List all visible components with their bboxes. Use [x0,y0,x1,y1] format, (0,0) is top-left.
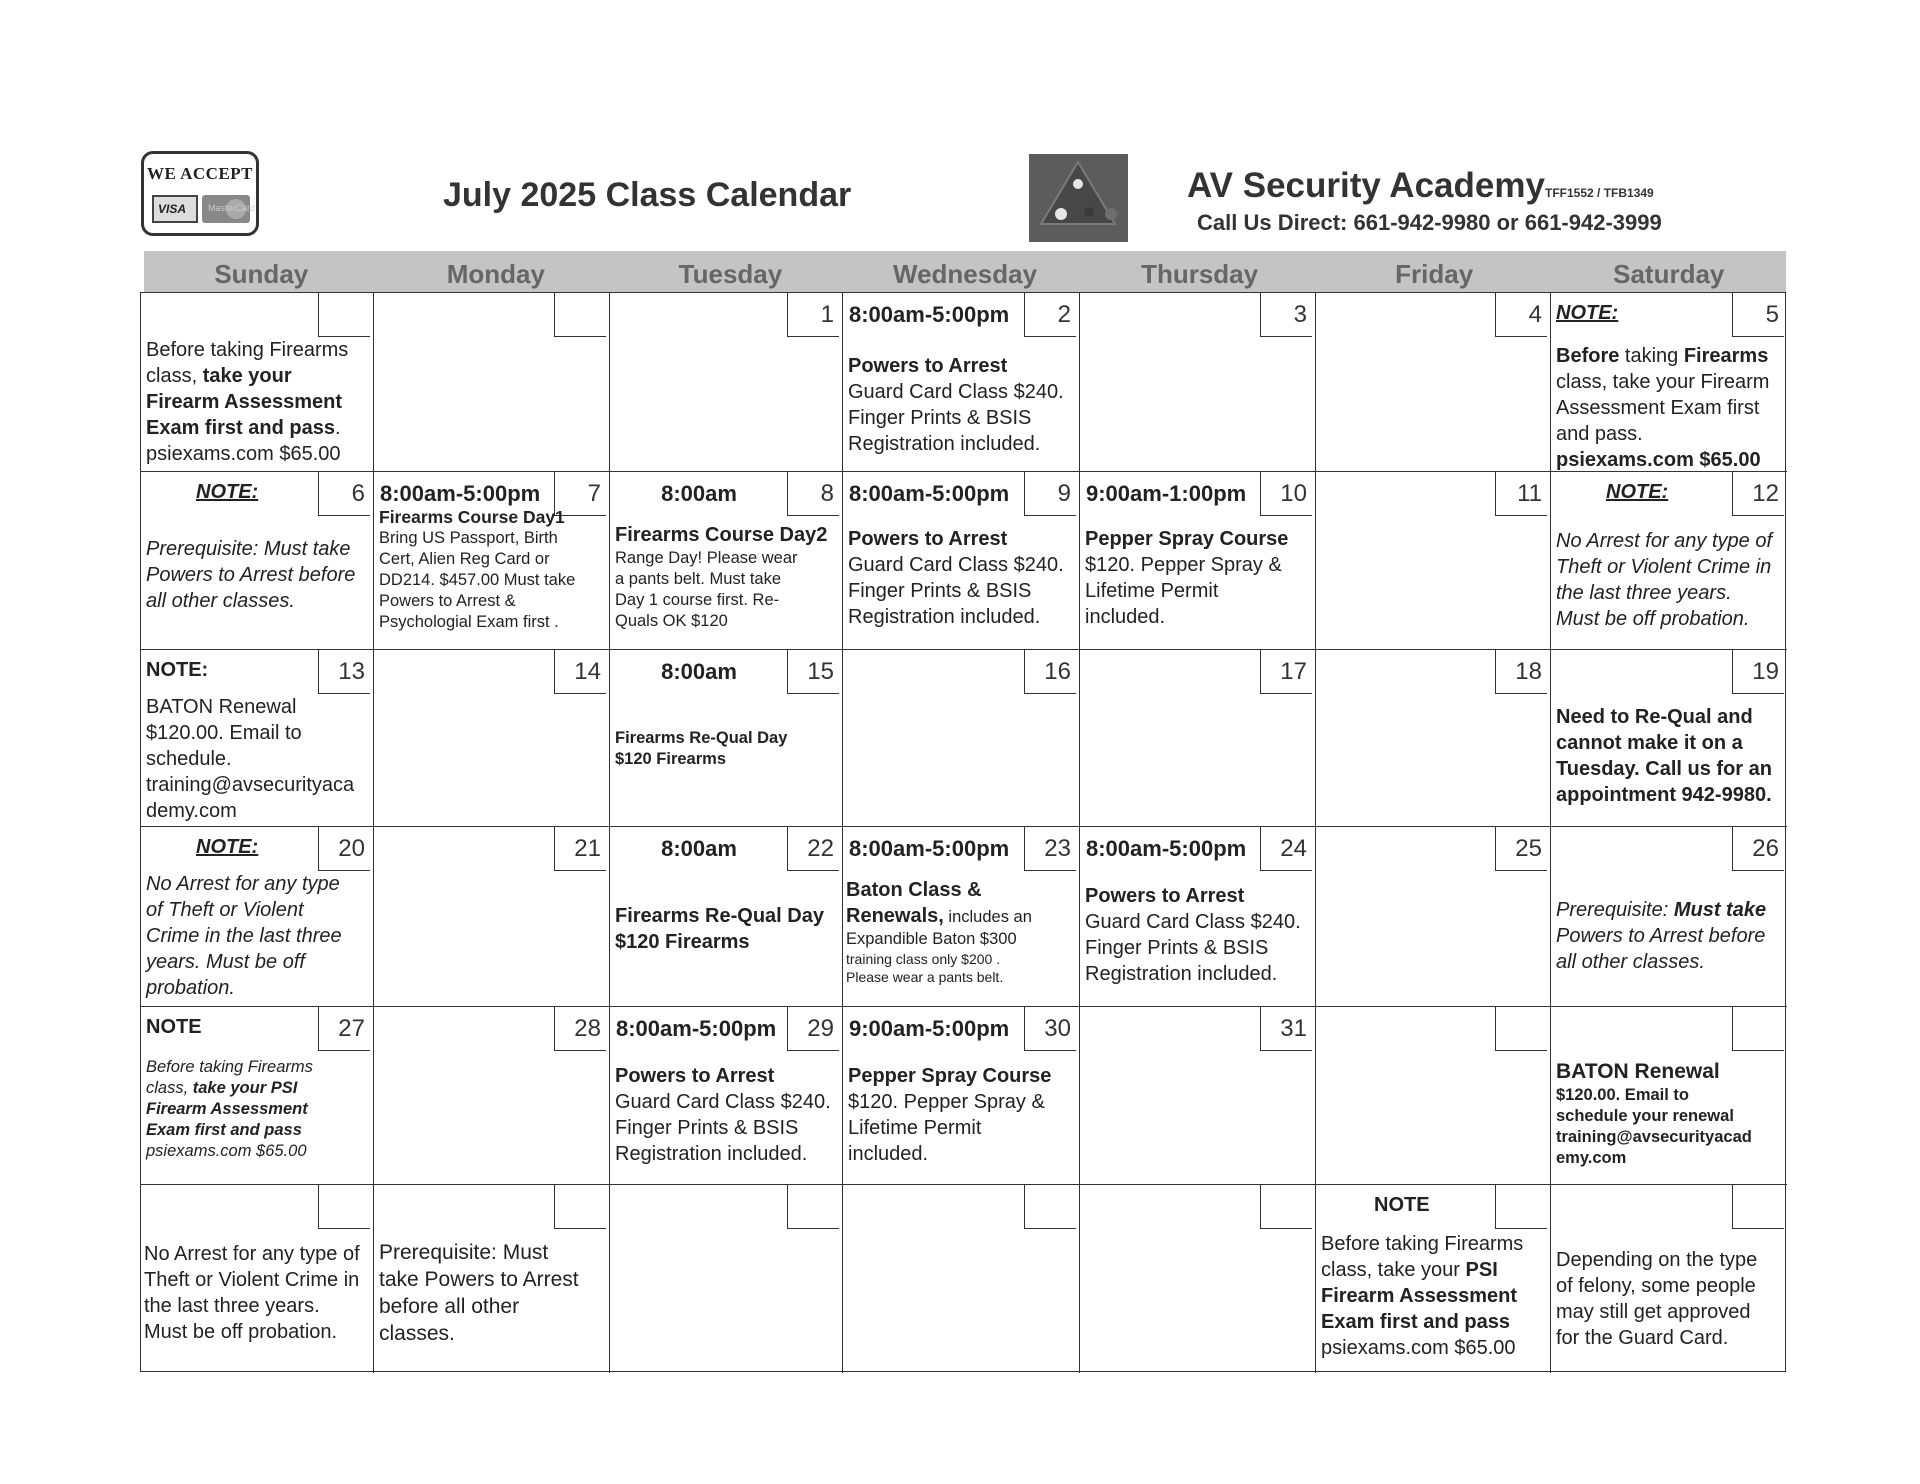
class-time: 8:00am [661,836,737,861]
day-number: 20 [318,827,370,871]
day-number: 28 [554,1007,606,1051]
cell-note: Need to Re-Qual and cannot make it on a Tuesday. Call us for an appointment 942-9980. [1556,706,1772,806]
calendar-cell [1316,1007,1551,1185]
calendar-cell [843,650,1080,827]
class-description: Powers to Arrest Guard Card Class $240. Finger Prints & BSIS Registration included. [615,1065,831,1165]
cell-note: Before taking Firearms class, take your Firearm Assessment Exam first and pass. psiexams.com $65.00 [146,339,349,465]
calendar-cell [1316,472,1551,650]
class-description: Firearms Re-Qual Day $120 Firearms [615,729,788,768]
calendar-cell [843,472,1080,650]
note-heading: NOTE: [196,836,259,858]
day-number: 19 [1732,650,1784,694]
day-number: 12 [1732,472,1784,516]
class-description: Baton Class & Renewals, includes an Expandible Baton $300 training class only $200 . Please wear a pants belt. [846,879,1032,985]
calendar-cell [1080,1007,1316,1185]
calendar-cell [141,472,374,650]
class-description: Pepper Spray Course $120. Pepper Spray & Lifetime Permit included. [848,1065,1052,1165]
day-number: 5 [1732,293,1784,337]
class-time: 8:00am [661,481,737,506]
class-time: 8:00am-5:00pm [849,836,1010,861]
calendar-cell [610,293,843,472]
day-number: 31 [1260,1007,1312,1051]
day-number [1732,1185,1784,1229]
weekday-header [144,251,1786,293]
note-heading: NOTE: [146,659,209,681]
calendar-grid [140,292,1786,1372]
day-number [318,1185,370,1229]
calendar-cell [1551,293,1787,472]
day-number: 2 [1024,293,1076,337]
class-time: 8:00am-5:00pm [849,481,1010,506]
cell-note: No Arrest for any type of Theft or Violent Crime in the last three years. Must be off probation. [1556,530,1773,630]
class-time: 8:00am-5:00pm [380,481,541,506]
mastercard-label: MasterCard [208,203,256,213]
class-description: Firearms Course Day1 Bring US Passport, Birth Cert, Alien Reg Card or DD214. $457.00 Must take Powers to Arrest & Psychologial Exam first . [379,507,576,631]
day-number: 10 [1260,472,1312,516]
note-heading: NOTE: [1606,481,1669,503]
day-number: 26 [1732,827,1784,871]
class-time: 9:00am-5:00pm [849,1016,1010,1041]
phone-numbers: Call Us Direct: 661-942-9980 or 661-942-3999 [1197,210,1662,235]
visa-card-icon [152,195,198,223]
cell-note: Before taking Firearms class, take your PSI Firearm Assessment Exam first and pass psiexams.com $65.00 [146,1058,313,1160]
calendar-cell [1080,827,1316,1007]
day-number [1495,1007,1547,1051]
calendar-cell [610,1185,843,1373]
note-heading: NOTE: [1556,302,1619,324]
class-description: Pepper Spray Course $120. Pepper Spray & Lifetime Permit included. [1085,528,1289,628]
cell-note: Prerequisite: Must take Powers to Arrest before all other classes. [146,538,356,612]
day-number: 21 [554,827,606,871]
cell-note: BATON Renewal $120.00. Email to schedule your renewal training@avsecurityacad emy.com [1556,1060,1752,1167]
class-description: Firearms Re-Qual Day $120 Firearms [615,905,824,953]
calendar-cell [374,472,610,650]
day-number: 16 [1024,650,1076,694]
cell-note: No Arrest for any type of Theft or Violent Crime in the last three years. Must be off probation. [144,1243,360,1343]
calendar-cell [141,650,374,827]
weekday-saturday: Saturday [1613,259,1725,289]
day-number: 9 [1024,472,1076,516]
day-number [1495,1185,1547,1229]
day-number [787,1185,839,1229]
we-accept-badge [141,151,259,236]
academy-name: AV Security Academy [1187,166,1545,205]
day-number: 15 [787,650,839,694]
day-number: 1 [787,293,839,337]
note-heading: NOTE: [196,481,259,503]
day-number: 6 [318,472,370,516]
weekday-monday: Monday [446,259,545,289]
day-number: 11 [1495,472,1547,516]
class-time: 8:00am [661,659,737,684]
note-heading: NOTE [1374,1194,1430,1216]
calendar-cell [1316,293,1551,472]
cell-note: Before taking Firearms class, take your Firearm Assessment Exam first and pass. psiexams.com $65.00 [1556,345,1770,471]
calendar-cell [843,827,1080,1007]
calendar-cell [1080,472,1316,650]
day-number [554,1185,606,1229]
calendar-cell [843,1185,1080,1373]
calendar-cell [1551,827,1787,1007]
calendar-cell [610,650,843,827]
weekday-friday: Friday [1395,259,1474,289]
weekday-thursday: Thursday [1141,259,1259,289]
class-time: 8:00am-5:00pm [1086,836,1247,861]
calendar-title: July 2025 Class Calendar [443,176,852,214]
mastercard-icon [202,195,256,223]
day-number: 18 [1495,650,1547,694]
calendar-cell [1316,1185,1551,1373]
day-number: 4 [1495,293,1547,337]
cell-note: No Arrest for any type of Theft or Violent Crime in the last three years. Must be off probation. [146,873,342,999]
day-number: 30 [1024,1007,1076,1051]
note-heading: NOTE [146,1016,202,1038]
calendar-cell [1080,650,1316,827]
day-number: 3 [1260,293,1312,337]
calendar-cell [1080,1185,1316,1373]
class-time: 8:00am-5:00pm [849,302,1010,327]
calendar-cell [610,1007,843,1185]
calendar-cell [1551,1185,1787,1373]
cell-note: Before taking Firearms class, take your PSI Firearm Assessment Exam first and pass psiexams.com $65.00 [1321,1233,1524,1359]
calendar-cell [610,472,843,650]
calendar-cell [374,827,610,1007]
calendar-cell [1551,650,1787,827]
calendar-cell [1551,472,1787,650]
day-number: 29 [787,1007,839,1051]
day-number: 27 [318,1007,370,1051]
calendar-cell [1080,293,1316,472]
calendar-cell [1316,827,1551,1007]
calendar-cell [374,293,610,472]
calendar-cell [374,1007,610,1185]
day-number [554,293,606,337]
day-number: 17 [1260,650,1312,694]
cell-note: Depending on the type of felony, some people may still get approved for the Guard Card. [1556,1249,1758,1349]
weekday-wednesday: Wednesday [893,259,1038,289]
calendar-cell [1316,650,1551,827]
day-number: 13 [318,650,370,694]
day-number [1024,1185,1076,1229]
day-number [1260,1185,1312,1229]
academy-logo-icon [1029,154,1128,242]
visa-label: VISA [158,202,187,216]
calendar-cell [1551,1007,1787,1185]
calendar-cell [374,650,610,827]
we-accept-label: WE ACCEPT [146,164,254,183]
day-number: 8 [787,472,839,516]
class-time: 8:00am-5:00pm [616,1016,777,1041]
day-number: 14 [554,650,606,694]
calendar-cell [141,1007,374,1185]
calendar-cell [610,827,843,1007]
day-number: 23 [1024,827,1076,871]
class-description: Powers to Arrest Guard Card Class $240. Finger Prints & BSIS Registration included. [1085,885,1301,985]
class-description: Powers to Arrest Guard Card Class $240. Finger Prints & BSIS Registration included. [848,528,1064,628]
calendar-cell [843,293,1080,472]
weekday-sunday: Sunday [214,259,309,289]
calendar-cell [141,827,374,1007]
day-number [318,293,370,337]
day-number: 22 [787,827,839,871]
calendar-cell [141,1185,374,1373]
calendar-cell [374,1185,610,1373]
class-time: 9:00am-1:00pm [1086,481,1247,506]
cell-note: Prerequisite: Must take Powers to Arrest before all other classes. [379,1241,579,1345]
day-number: 7 [554,472,606,516]
weekday-tuesday: Tuesday [678,259,783,289]
license-numbers: TFF1552 / TFB1349 [1545,186,1654,200]
cell-note: Prerequisite: Must take Powers to Arrest before all other classes. [1556,899,1767,973]
cell-note: BATON Renewal $120.00. Email to schedule. training@avsecurityaca demy.com [146,696,355,822]
day-number [1732,1007,1784,1051]
calendar-cell [141,293,374,472]
class-description: Powers to Arrest Guard Card Class $240. Finger Prints & BSIS Registration included. [848,355,1064,455]
class-description: Firearms Course Day2 Range Day! Please wear a pants belt. Must take Day 1 course first. Re- Quals OK $120 [615,524,828,630]
calendar-cell [843,1007,1080,1185]
day-number: 24 [1260,827,1312,871]
day-number: 25 [1495,827,1547,871]
